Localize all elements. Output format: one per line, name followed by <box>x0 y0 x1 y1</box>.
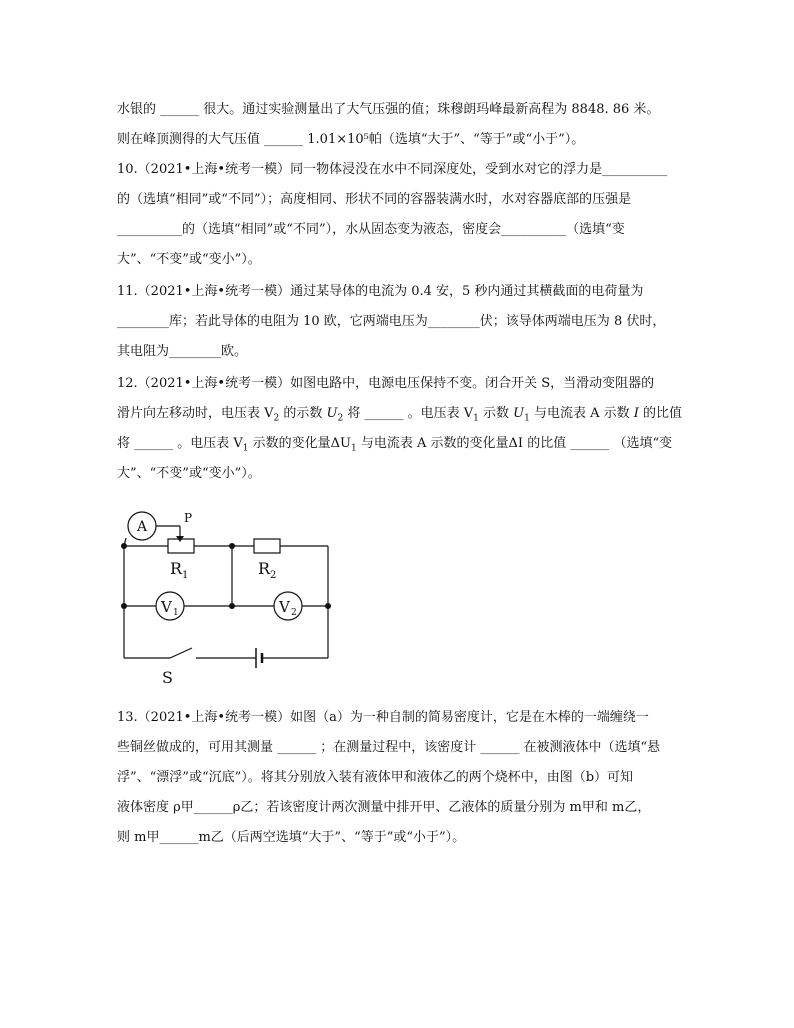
text-line-15: 些铜丝做成的，可用其测量 ______ ；在测量过程中，该密度计 ______ 在被测液体中（选填“悬 <box>117 740 661 755</box>
t11m: 的比值 <box>638 406 683 421</box>
t11c: 的示数 <box>279 406 327 421</box>
switch-label: S <box>162 668 173 687</box>
circuit-diagram <box>110 508 350 698</box>
r1-label: R <box>170 559 183 578</box>
v2-label: V <box>279 598 290 616</box>
t11f: 将 ______ 。电压表 V <box>343 406 474 421</box>
node-5 <box>325 603 331 609</box>
text-line-11 <box>117 404 682 429</box>
t11j: 1 <box>524 413 530 424</box>
resistor-r2 <box>254 539 280 553</box>
text-line-9: 其电阻为________欧。 <box>117 344 248 359</box>
r2-sub: 2 <box>270 570 277 581</box>
switch-blade <box>170 648 192 658</box>
t12a: 将 ______ 。电压表 V <box>117 436 243 451</box>
t11l: I <box>633 406 639 421</box>
resistor-r1 <box>168 539 194 553</box>
t12b: 1 <box>242 443 249 454</box>
text-line-16: 浮”、“漂浮”或“沉底”）。将其分别放入装有液体甲和液体乙的两个烧杯中，由图（b）可知 <box>117 770 634 785</box>
node-1 <box>121 543 127 549</box>
question-13: 13.（2021•上海•统考一模）如图（a）为一种自制的简易密度计，它是在木棒的一端缠绕一 <box>117 710 649 725</box>
t12d: 1 <box>351 443 357 454</box>
node-3 <box>121 603 127 609</box>
text-line-13: 大”、“不变”或“变小”）。 <box>117 466 261 481</box>
v2-sub: 2 <box>291 608 297 618</box>
t11g: 1 <box>473 413 479 424</box>
text-line-8: ________库；若此导体的电阻为 10 欧，它两端电压为________伏；该导体两端电压为 8 伏时， <box>117 314 666 329</box>
t11d: U <box>326 406 338 421</box>
t11k: 与电流表 A 示数 <box>529 406 634 421</box>
node-2 <box>229 543 235 549</box>
t12e: 与电流表 A 示数的变化量ΔI 的比值 ______ （选填“变 <box>356 436 673 451</box>
text-line-17: 液体密度 ρ甲______ρ乙；若该密度计两次测量中排开甲、乙液体的质量分别为 m甲和 m乙， <box>117 800 651 815</box>
t11e: 2 <box>337 413 344 424</box>
ammeter-label: A <box>136 519 148 535</box>
text-line-12 <box>117 434 672 459</box>
t11a: 滑片向左移动时，电压表 V <box>117 406 274 421</box>
v1-label: V <box>161 598 172 616</box>
text-line-4: 的（选填“相同”或“不同”）；高度相同、形状不同的容器装满水时，水对容器底部的压强是 <box>117 192 632 207</box>
text-line-18: 则 m甲______m乙（后两空选填“大于”、“等于”或“小于”）。 <box>117 830 466 845</box>
text-line-5: __________的（选填“相同”或“不同”），水从固态变为液态，密度会__________（选填“变 <box>117 222 625 237</box>
slider-label: P <box>184 511 193 525</box>
text-line-2: 则在峰顶测得的大气压值 ______ 1.01×10⁵帕（选填“大于”、“等于”或“小于”）。 <box>117 132 585 147</box>
node-4 <box>229 603 235 609</box>
r2-label: R <box>258 559 271 578</box>
text-line-6: 大”、“不变”或“变小”）。 <box>117 252 261 267</box>
question-12: 12.（2021•上海•统考一模）如图电路中，电源电压保持不变。闭合开关 S，当滑动变阻器的 <box>117 376 655 391</box>
t11i: U <box>513 406 525 421</box>
text-line-1: 水银的 ______ 很大。通过实验测量出了大气压强的值；珠穆朗玛峰最新高程为 8848. 86 米。 <box>117 102 660 117</box>
t11b: 2 <box>273 413 280 424</box>
question-11: 11.（2021•上海•统考一模）通过某导体的电流为 0.4 安，5 秒内通过其横截面的电荷量为 <box>117 284 644 299</box>
r1-sub: 1 <box>182 570 189 581</box>
v1-sub: 1 <box>173 608 179 618</box>
t11h: 示数 <box>478 406 514 421</box>
question-10: 10.（2021•上海•统考一模）同一物体浸没在水中不同深度处，受到水对它的浮力是__________ <box>117 162 668 177</box>
t12c: 示数的变化量ΔU <box>248 436 352 451</box>
